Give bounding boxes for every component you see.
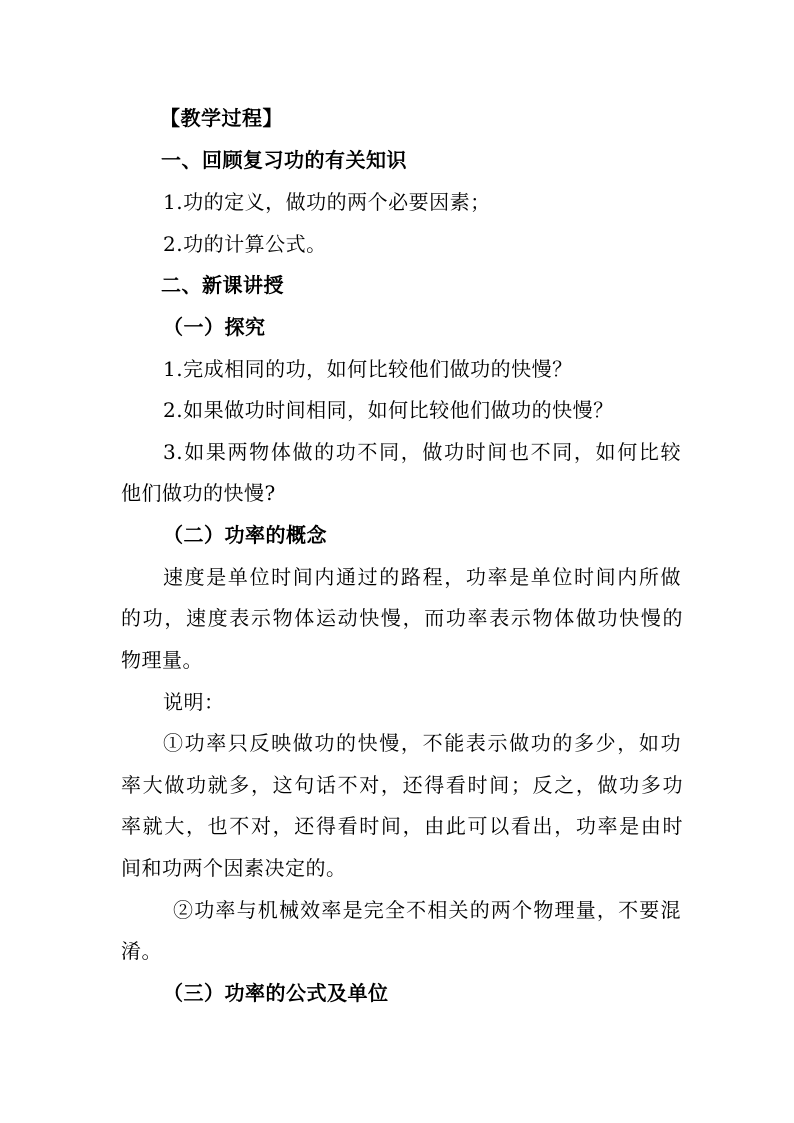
concept-line-1: 速度是单位时间内通过的路程，功率是单位时间内所做 <box>163 565 681 589</box>
concept-line-3: 物理量。 <box>121 648 203 672</box>
subsection-heading-3: （三）功率的公式及单位 <box>163 981 389 1005</box>
note1-line-1: ①功率只反映做功的快慢，不能表示做功的多少，如功 <box>163 731 681 755</box>
question-3-line-2: 他们做功的快慢? <box>121 481 276 505</box>
question-3-line-1: 3.如果两物体做的功不同，做功时间也不同，如何比较 <box>163 440 681 464</box>
part1-heading: 一、回顾复习功的有关知识 <box>161 148 407 172</box>
subsection-heading-2: （二）功率的概念 <box>163 523 327 547</box>
part1-item-2: 2.功的计算公式。 <box>163 232 327 256</box>
note2-line-2: 淆。 <box>121 939 162 963</box>
section-header: 【教学过程】 <box>160 106 283 130</box>
subsection-heading-1: （一）探究 <box>163 315 266 339</box>
note-label: 说明： <box>163 690 225 714</box>
note1-line-3: 率就大，也不对，还得看时间，由此可以看出，功率是由时 <box>121 814 683 838</box>
note1-line-2: 率大做功就多，这句话不对，还得看时间；反之，做功多功 <box>121 773 683 797</box>
concept-line-2: 的功，速度表示物体运动快慢，而功率表示物体做功快慢的 <box>121 606 683 630</box>
question-1: 1.完成相同的功，如何比较他们做功的快慢？ <box>163 357 573 381</box>
question-2: 2.如果做功时间相同，如何比较他们做功的快慢？ <box>163 398 614 422</box>
part1-item-1: 1.功的定义，做功的两个必要因素； <box>163 190 491 214</box>
note1-line-4: 间和功两个因素决定的。 <box>121 856 347 880</box>
note2-line-1: ②功率与机械效率是完全不相关的两个物理量，不要混 <box>173 898 681 922</box>
part2-heading: 二、新课讲授 <box>161 273 284 297</box>
